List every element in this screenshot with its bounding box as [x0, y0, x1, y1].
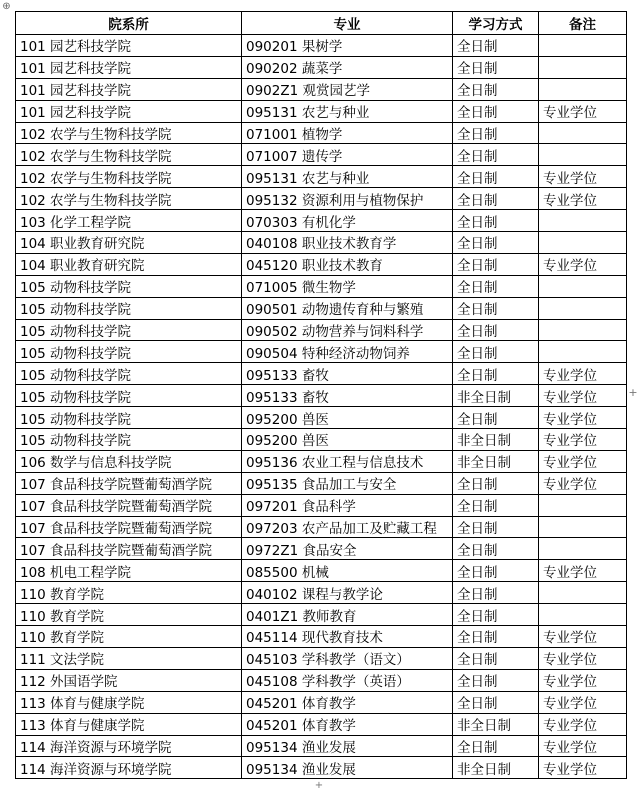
cell-remark[interactable]: 专业学位	[539, 253, 627, 275]
cell-study-mode[interactable]: 非全日制	[453, 450, 539, 472]
table-row	[16, 560, 627, 582]
add-column-handle-icon[interactable]: +	[628, 386, 638, 399]
cell-department[interactable]: 101 园艺科技学院	[16, 35, 242, 57]
table-header-row	[16, 12, 627, 35]
cell-department[interactable]: 104 职业教育研究院	[16, 253, 242, 275]
table-row	[16, 735, 627, 757]
cell-study-mode[interactable]: 全日制	[453, 735, 539, 757]
table-row	[16, 516, 627, 538]
cell-remark[interactable]: 专业学位	[539, 691, 627, 713]
table-row	[16, 538, 627, 560]
cell-major[interactable]: 095131 农艺与种业	[242, 166, 453, 188]
cell-remark[interactable]: 专业学位	[539, 363, 627, 385]
cell-major[interactable]: 097203 农产品加工及贮藏工程	[242, 516, 453, 538]
cell-major[interactable]: 095200 兽医	[242, 429, 453, 451]
cell-major[interactable]: 045103 学科教学（语文）	[242, 647, 453, 669]
cell-study-mode[interactable]: 全日制	[453, 582, 539, 604]
table-row	[16, 100, 627, 122]
table-row	[16, 232, 627, 254]
cell-remark[interactable]	[539, 275, 627, 297]
cell-remark[interactable]: 专业学位	[539, 560, 627, 582]
cell-major[interactable]: 095132 资源利用与植物保护	[242, 188, 453, 210]
cell-major[interactable]: 095134 渔业发展	[242, 757, 453, 779]
cell-study-mode[interactable]: 全日制	[453, 275, 539, 297]
cell-major[interactable]: 095136 农业工程与信息技术	[242, 450, 453, 472]
table-row	[16, 144, 627, 166]
cell-major[interactable]: 045201 体育教学	[242, 691, 453, 713]
cell-study-mode[interactable]: 全日制	[453, 100, 539, 122]
cell-major[interactable]: 0401Z1 教师教育	[242, 604, 453, 626]
table-row	[16, 319, 627, 341]
cell-department[interactable]: 104 职业教育研究院	[16, 232, 242, 254]
table-row	[16, 407, 627, 429]
cell-department[interactable]: 102 农学与生物科技学院	[16, 122, 242, 144]
cell-study-mode[interactable]: 非全日制	[453, 757, 539, 779]
cell-major[interactable]: 040108 职业技术教育学	[242, 232, 453, 254]
cell-major[interactable]: 095200 兽医	[242, 407, 453, 429]
cell-department[interactable]: 105 动物科技学院	[16, 429, 242, 451]
cell-major[interactable]: 090202 蔬菜学	[242, 56, 453, 78]
cell-study-mode[interactable]: 非全日制	[453, 429, 539, 451]
cell-department[interactable]: 108 机电工程学院	[16, 560, 242, 582]
cell-remark[interactable]: 专业学位	[539, 472, 627, 494]
add-row-handle-icon[interactable]: +	[314, 780, 324, 791]
table-row	[16, 691, 627, 713]
cell-study-mode[interactable]: 全日制	[453, 166, 539, 188]
cell-study-mode[interactable]: 全日制	[453, 188, 539, 210]
cell-major[interactable]: 071001 植物学	[242, 122, 453, 144]
table-row	[16, 253, 627, 275]
table-row	[16, 757, 627, 779]
cell-department[interactable]: 105 动物科技学院	[16, 297, 242, 319]
cell-remark[interactable]	[539, 56, 627, 78]
cell-remark[interactable]	[539, 35, 627, 57]
cell-remark[interactable]: 专业学位	[539, 735, 627, 757]
cell-department[interactable]: 102 农学与生物科技学院	[16, 166, 242, 188]
header-study-mode[interactable]: 学习方式	[453, 12, 539, 35]
cell-remark[interactable]	[539, 144, 627, 166]
cell-study-mode[interactable]: 非全日制	[453, 713, 539, 735]
table-row	[16, 56, 627, 78]
cell-remark[interactable]: 专业学位	[539, 166, 627, 188]
cell-remark[interactable]	[539, 232, 627, 254]
cell-study-mode[interactable]: 全日制	[453, 319, 539, 341]
cell-remark[interactable]	[539, 210, 627, 232]
cell-major[interactable]: 090501 动物遗传育种与繁殖	[242, 297, 453, 319]
cell-department[interactable]: 113 体育与健康学院	[16, 713, 242, 735]
cell-major[interactable]: 090201 果树学	[242, 35, 453, 57]
table-row	[16, 713, 627, 735]
cell-study-mode[interactable]: 全日制	[453, 253, 539, 275]
cell-remark[interactable]: 专业学位	[539, 450, 627, 472]
cell-department[interactable]: 103 化学工程学院	[16, 210, 242, 232]
cell-major[interactable]: 085500 机械	[242, 560, 453, 582]
cell-major[interactable]: 095134 渔业发展	[242, 735, 453, 757]
table-row	[16, 188, 627, 210]
cell-remark[interactable]	[539, 341, 627, 363]
cell-study-mode[interactable]: 全日制	[453, 144, 539, 166]
table-row	[16, 450, 627, 472]
cell-remark[interactable]: 专业学位	[539, 757, 627, 779]
cell-major[interactable]: 045201 体育教学	[242, 713, 453, 735]
cell-department[interactable]: 106 数学与信息科技学院	[16, 450, 242, 472]
cell-study-mode[interactable]: 全日制	[453, 516, 539, 538]
table-row	[16, 78, 627, 100]
cell-major[interactable]: 045114 现代教育技术	[242, 626, 453, 648]
cell-study-mode[interactable]: 全日制	[453, 210, 539, 232]
cell-department[interactable]: 110 教育学院	[16, 604, 242, 626]
program-table	[15, 11, 627, 779]
cell-remark[interactable]: 专业学位	[539, 100, 627, 122]
cell-remark[interactable]	[539, 297, 627, 319]
cell-major[interactable]: 071005 微生物学	[242, 275, 453, 297]
cell-major[interactable]: 040102 课程与教学论	[242, 582, 453, 604]
cell-study-mode[interactable]: 全日制	[453, 363, 539, 385]
cell-major[interactable]: 070303 有机化学	[242, 210, 453, 232]
header-department[interactable]: 院系所	[16, 12, 242, 35]
cell-department[interactable]: 114 海洋资源与环境学院	[16, 735, 242, 757]
cell-remark[interactable]	[539, 78, 627, 100]
cell-major[interactable]: 095133 畜牧	[242, 363, 453, 385]
cell-study-mode[interactable]: 全日制	[453, 494, 539, 516]
cell-remark[interactable]: 专业学位	[539, 188, 627, 210]
cell-department[interactable]: 105 动物科技学院	[16, 363, 242, 385]
cell-study-mode[interactable]: 全日制	[453, 626, 539, 648]
cell-department[interactable]: 111 文法学院	[16, 647, 242, 669]
cell-remark[interactable]: 专业学位	[539, 626, 627, 648]
cell-remark[interactable]	[539, 582, 627, 604]
table-move-handle-icon[interactable]: ⊕	[2, 1, 11, 12]
cell-department[interactable]: 112 外国语学院	[16, 669, 242, 691]
cell-major[interactable]: 071007 遗传学	[242, 144, 453, 166]
cell-study-mode[interactable]: 全日制	[453, 669, 539, 691]
cell-study-mode[interactable]: 全日制	[453, 691, 539, 713]
cell-major[interactable]: 097201 食品科学	[242, 494, 453, 516]
cell-remark[interactable]	[539, 516, 627, 538]
cell-department[interactable]: 102 农学与生物科技学院	[16, 188, 242, 210]
cell-major[interactable]: 095135 食品加工与安全	[242, 472, 453, 494]
cell-remark[interactable]	[539, 538, 627, 560]
cell-department[interactable]: 101 园艺科技学院	[16, 78, 242, 100]
cell-remark[interactable]: 专业学位	[539, 429, 627, 451]
table-row	[16, 166, 627, 188]
cell-study-mode[interactable]: 全日制	[453, 297, 539, 319]
cell-major[interactable]: 090502 动物营养与饲料科学	[242, 319, 453, 341]
cell-major[interactable]: 095131 农艺与种业	[242, 100, 453, 122]
cell-remark[interactable]	[539, 319, 627, 341]
cell-study-mode[interactable]: 全日制	[453, 538, 539, 560]
cell-study-mode[interactable]: 全日制	[453, 604, 539, 626]
cell-study-mode[interactable]: 全日制	[453, 35, 539, 57]
cell-study-mode[interactable]: 全日制	[453, 341, 539, 363]
cell-department[interactable]: 101 园艺科技学院	[16, 56, 242, 78]
cell-department[interactable]: 110 教育学院	[16, 626, 242, 648]
cell-remark[interactable]: 专业学位	[539, 669, 627, 691]
table-row	[16, 604, 627, 626]
cell-department[interactable]: 105 动物科技学院	[16, 341, 242, 363]
table-row	[16, 429, 627, 451]
cell-remark[interactable]	[539, 494, 627, 516]
cell-study-mode[interactable]: 全日制	[453, 78, 539, 100]
cell-remark[interactable]: 专业学位	[539, 647, 627, 669]
cell-department[interactable]: 107 食品科技学院暨葡萄酒学院	[16, 538, 242, 560]
table-row	[16, 472, 627, 494]
cell-major[interactable]: 0972Z1 食品安全	[242, 538, 453, 560]
header-major[interactable]: 专业	[242, 12, 453, 35]
table-row	[16, 582, 627, 604]
table-row	[16, 275, 627, 297]
cell-department[interactable]: 114 海洋资源与环境学院	[16, 757, 242, 779]
cell-study-mode[interactable]: 非全日制	[453, 385, 539, 407]
cell-department[interactable]: 113 体育与健康学院	[16, 691, 242, 713]
cell-study-mode[interactable]: 全日制	[453, 472, 539, 494]
cell-study-mode[interactable]: 全日制	[453, 56, 539, 78]
cell-department[interactable]: 107 食品科技学院暨葡萄酒学院	[16, 516, 242, 538]
cell-study-mode[interactable]: 全日制	[453, 407, 539, 429]
table-row	[16, 35, 627, 57]
cell-study-mode[interactable]: 全日制	[453, 560, 539, 582]
table-row	[16, 210, 627, 232]
cell-department[interactable]: 105 动物科技学院	[16, 407, 242, 429]
cell-department[interactable]: 102 农学与生物科技学院	[16, 144, 242, 166]
cell-remark[interactable]: 专业学位	[539, 713, 627, 735]
table-row	[16, 341, 627, 363]
cell-department[interactable]: 107 食品科技学院暨葡萄酒学院	[16, 494, 242, 516]
cell-major[interactable]: 045120 职业技术教育	[242, 253, 453, 275]
cell-department[interactable]: 107 食品科技学院暨葡萄酒学院	[16, 472, 242, 494]
cell-major[interactable]: 045108 学科教学（英语）	[242, 669, 453, 691]
cell-major[interactable]: 090504 特种经济动物饲养	[242, 341, 453, 363]
header-remark[interactable]: 备注	[539, 12, 627, 35]
cell-study-mode[interactable]: 全日制	[453, 122, 539, 144]
cell-department[interactable]: 110 教育学院	[16, 582, 242, 604]
cell-department[interactable]: 105 动物科技学院	[16, 319, 242, 341]
cell-study-mode[interactable]: 全日制	[453, 647, 539, 669]
table-row	[16, 297, 627, 319]
cell-remark[interactable]: 专业学位	[539, 407, 627, 429]
cell-remark[interactable]	[539, 604, 627, 626]
cell-major[interactable]: 0902Z1 观赏园艺学	[242, 78, 453, 100]
table-row	[16, 363, 627, 385]
table-row	[16, 385, 627, 407]
cell-study-mode[interactable]: 全日制	[453, 232, 539, 254]
cell-department[interactable]: 105 动物科技学院	[16, 275, 242, 297]
cell-department[interactable]: 101 园艺科技学院	[16, 100, 242, 122]
cell-remark[interactable]: 专业学位	[539, 385, 627, 407]
table-row	[16, 494, 627, 516]
table-row	[16, 626, 627, 648]
cell-remark[interactable]	[539, 122, 627, 144]
table-row	[16, 669, 627, 691]
cell-department[interactable]: 105 动物科技学院	[16, 385, 242, 407]
cell-major[interactable]: 095133 畜牧	[242, 385, 453, 407]
table-row	[16, 122, 627, 144]
table-row	[16, 647, 627, 669]
